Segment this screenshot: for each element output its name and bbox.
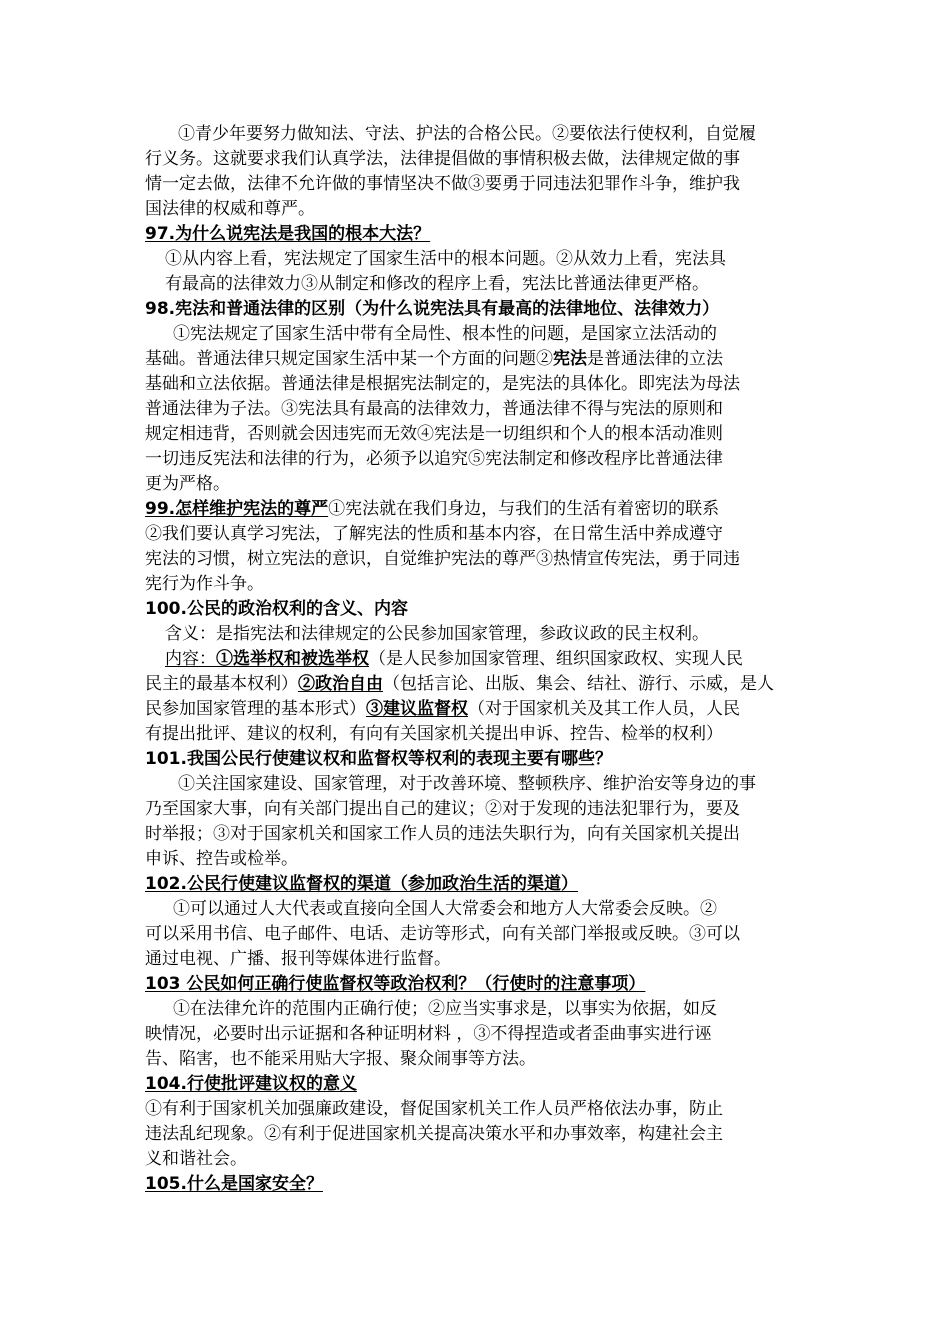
heading-text: 104.行使批评建议权的意义 — [145, 1074, 357, 1094]
section-heading-105 — [145, 1172, 825, 1196]
text-span: 普通法律为子法。③宪法具有最高的法律效力，普通法律不得与宪法的原则和 — [145, 399, 723, 419]
heading-text: 100.公民的政治权利的含义、内容 — [145, 599, 408, 619]
text-line — [145, 472, 825, 496]
text-span: 宪行为作斗争。 — [145, 574, 264, 594]
text-span-bold-underlined: ②政治自由 — [298, 674, 383, 694]
section-heading-101 — [145, 747, 825, 771]
text-line — [165, 622, 825, 646]
text-span-bold-underlined: ③建议监督权 — [366, 699, 468, 719]
text-span: （是人民参加国家管理、组织国家政权、实现人民 — [369, 649, 743, 669]
text-span: 违法乱纪现象。②有利于促进国家机关提高决策水平和办事效率，构建社会主 — [145, 1124, 723, 1144]
text-line — [145, 447, 825, 471]
text-span: 含义：是指宪法和法律规定的公民参加国家管理，参政议政的民主权利。 — [165, 624, 709, 644]
text-span: 更为严格。 — [145, 474, 230, 494]
heading-text: 105.什么是国家安全？ — [145, 1174, 323, 1194]
text-span: 宪法的习惯，树立宪法的意识，自觉维护宪法的尊严③热情宣传宪法，勇于同违 — [145, 549, 740, 569]
text-span: 基础。普通法律只规定国家生活中某一个方面的问题② — [145, 349, 553, 369]
text-span: 民主的最基本权利） — [145, 674, 298, 694]
text-span-underlined: 内容： — [165, 649, 216, 669]
text-span: ①宪法就在我们身边，与我们的生活有着密切的联系 — [328, 499, 720, 519]
text-line — [145, 672, 825, 696]
text-line — [145, 1122, 825, 1146]
heading-text: 99.怎样维护宪法的尊严 — [145, 499, 329, 519]
text-span: 乃至国家大事，向有关部门提出自己的建议；②对于发现的违法犯罪行为，要及 — [145, 799, 740, 819]
section-heading-99 — [145, 497, 825, 521]
text-span: 有提出批评、建议的权利，有向有关国家机关提出申诉、控告、检举的权利） — [145, 724, 723, 744]
text-line — [173, 322, 833, 346]
text-span: ①从内容上看，宪法规定了国家生活中的根本问题。②从效力上看，宪法具 — [165, 249, 726, 269]
text-span: 民参加国家管理的基本形式） — [145, 699, 366, 719]
text-line — [145, 822, 825, 846]
section-heading-98 — [145, 297, 835, 321]
section-heading-100 — [145, 597, 825, 621]
text-line — [145, 922, 825, 946]
text-line — [145, 147, 825, 171]
heading-text: 103 公民如何正确行使监督权等政治权利？（行使时的注意事项） — [145, 974, 646, 994]
text-span: 映情况，必要时出示证据和各种证明材料 ，③不得捏造或者歪曲事实进行诬 — [145, 1024, 712, 1044]
text-line — [145, 1047, 825, 1071]
text-span: ①宪法规定了国家生活中带有全局性、根本性的问题，是国家立法活动的 — [173, 324, 717, 344]
text-line — [178, 122, 828, 146]
text-span-bold-underlined: ①选举权和被选举权 — [216, 649, 369, 669]
text-span: ②我们要认真学习宪法，了解宪法的性质和基本内容，在日常生活中养成遵守 — [145, 524, 723, 544]
text-line — [173, 897, 833, 921]
text-line — [165, 247, 825, 271]
text-span-bold: 宪法 — [553, 349, 587, 369]
text-line — [145, 572, 825, 596]
text-span: 基础和立法依据。普通法律是根据宪法制定的，是宪法的具体化。即宪法为母法 — [145, 374, 740, 394]
text-span: （包括言论、出版、集会、结社、游行、示威，是人 — [383, 674, 774, 694]
text-line — [145, 547, 825, 571]
text-line — [145, 1097, 825, 1121]
text-span: 义和谐社会。 — [145, 1149, 247, 1169]
text-span: ①有利于国家机关加强廉政建设，督促国家机关工作人员严格依法办事，防止 — [145, 1099, 723, 1119]
text-span: 通过电视、广播、报刊等媒体进行监督。 — [145, 949, 451, 969]
text-line — [145, 422, 825, 446]
text-line — [178, 772, 828, 796]
text-line — [145, 797, 825, 821]
text-line — [145, 697, 825, 721]
text-span: 情一定去做，法律不允许做的事情坚决不做③要勇于同违法犯罪作斗争，维护我 — [145, 174, 740, 194]
text-span: ①可以通过人大代表或直接向全国人大常委会和地方人大常委会反映。② — [173, 899, 717, 919]
text-line — [145, 397, 825, 421]
text-line — [145, 722, 825, 746]
heading-text: 98.宪法和普通法律的区别（为什么说宪法具有最高的法律地位、法律效力） — [145, 299, 720, 319]
text-line — [165, 272, 825, 296]
text-line — [145, 1022, 825, 1046]
text-span: 申诉、控告或检举。 — [145, 849, 298, 869]
text-span: 国法律的权威和尊严。 — [145, 199, 315, 219]
text-line — [145, 372, 825, 396]
text-span: ①在法律允许的范围内正确行使；②应当实事求是，以事实为依据，如反 — [173, 999, 717, 1019]
text-span: 时举报；③对于国家机关和国家工作人员的违法失职行为，向有关国家机关提出 — [145, 824, 740, 844]
text-line — [145, 947, 825, 971]
text-line — [145, 197, 825, 221]
text-span: 规定相违背，否则就会因违宪而无效④宪法是一切组织和个人的根本活动准则 — [145, 424, 723, 444]
text-span: ①关注国家建设、国家管理，对于改善环境、整顿秩序、维护治安等身边的事 — [178, 774, 756, 794]
text-line — [145, 522, 825, 546]
section-heading-102 — [145, 872, 825, 896]
text-span: 告、陷害，也不能采用贴大字报、聚众闹事等方法。 — [145, 1049, 536, 1069]
text-line — [165, 647, 825, 671]
text-span: 有最高的法律效力③从制定和修改的程序上看，宪法比普通法律更严格。 — [165, 274, 709, 294]
heading-text: 97.为什么说宪法是我国的根本大法？ — [145, 224, 431, 244]
text-span: 可以采用书信、电子邮件、电话、走访等形式，向有关部门举报或反映。③可以 — [145, 924, 740, 944]
text-line — [145, 172, 825, 196]
text-span: 是普通法律的立法 — [587, 349, 723, 369]
text-line — [173, 997, 833, 1021]
text-line — [145, 847, 825, 871]
heading-text: 102.公民行使建议监督权的渠道（参加政治生活的渠道） — [145, 874, 578, 894]
text-span: （对于国家机关及其工作人员，人民 — [468, 699, 740, 719]
section-heading-97 — [145, 222, 825, 246]
text-line — [145, 347, 825, 371]
text-span: ①青少年要努力做知法、守法、护法的合格公民。②要依法行使权利，自觉履 — [178, 124, 756, 144]
text-span: 行义务。这就要求我们认真学法，法律提倡做的事情积极去做，法律规定做的事 — [145, 149, 740, 169]
section-heading-103 — [145, 972, 825, 996]
heading-text: 101.我国公民行使建议权和监督权等权利的表现主要有哪些？ — [145, 749, 612, 769]
text-line — [145, 1147, 825, 1171]
text-span: 一切违反宪法和法律的行为，必须予以追究⑤宪法制定和修改程序比普通法律 — [145, 449, 723, 469]
section-heading-104 — [145, 1072, 825, 1096]
